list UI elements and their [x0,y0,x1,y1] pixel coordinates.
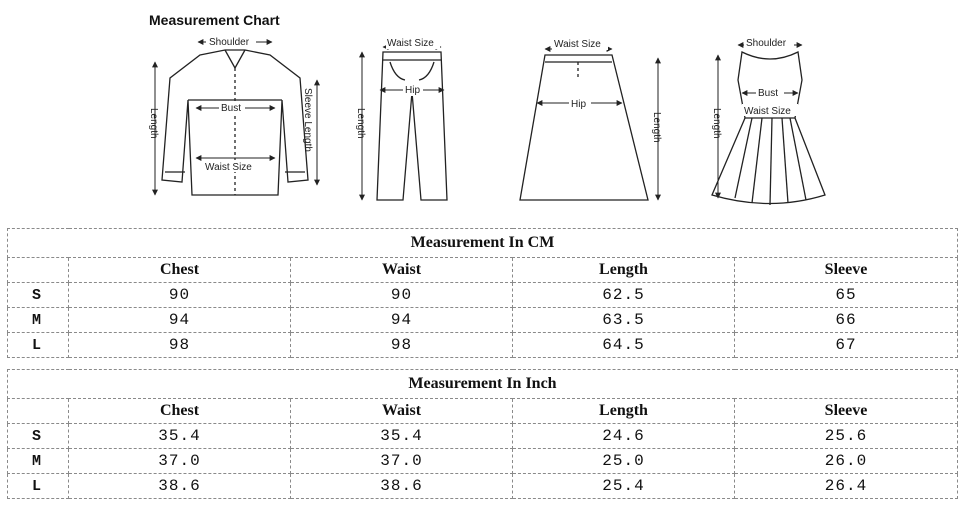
table-row [8,474,958,499]
cm-header-waist: Waist [291,258,513,283]
inch-header-empty [8,399,69,424]
waist-value: 35.4 [291,424,513,449]
pants-diagram [377,52,447,200]
shirt-waist-label: Waist Size [205,162,252,173]
chest-value: 90 [69,283,291,308]
skirt-hip-label: Hip [571,99,587,110]
shirt-bust-label: Bust [221,103,242,114]
length-value: 25.4 [513,474,735,499]
inch-header-row [8,399,958,424]
waist-value: 38.6 [291,474,513,499]
cm-header-sleeve: Sleeve [735,258,958,283]
inch-table-caption: Measurement In Inch [8,370,958,399]
cm-header-chest: Chest [69,258,291,283]
length-value: 24.6 [513,424,735,449]
table-row [8,424,958,449]
cm-measurement-table [7,228,958,358]
dress-bust-label: Bust [758,88,779,99]
cm-header-row [8,258,958,283]
table-row [8,449,958,474]
shirt-diagram [162,50,308,195]
size-label: M [8,449,69,474]
chest-value: 35.4 [69,424,291,449]
size-label: S [8,283,69,308]
dress-diagram [712,52,825,205]
size-label: L [8,474,69,499]
pants-waist-label: Waist Size [387,38,434,49]
length-value: 62.5 [513,283,735,308]
inch-header-sleeve: Sleeve [735,399,958,424]
waist-value: 37.0 [291,449,513,474]
sleeve-value: 67 [735,333,958,358]
pants-length-label: Length [355,108,366,139]
length-value: 63.5 [513,308,735,333]
cm-table-caption: Measurement In CM [8,229,958,258]
size-label: S [8,424,69,449]
inch-measurement-table [7,369,958,499]
table-row [8,333,958,358]
chest-value: 38.6 [69,474,291,499]
skirt-waist-label: Waist Size [554,39,601,50]
cm-header-length: Length [513,258,735,283]
dress-shoulder-label: Shoulder [746,38,787,49]
skirt-diagram [520,55,648,200]
table-row [8,283,958,308]
size-label: L [8,333,69,358]
pants-hip-label: Hip [405,85,421,96]
length-value: 64.5 [513,333,735,358]
inch-header-waist: Waist [291,399,513,424]
shirt-length-label: Length [148,108,159,139]
dress-waist-label: Waist Size [744,106,791,117]
garment-diagrams [0,0,962,220]
sleeve-value: 65 [735,283,958,308]
waist-value: 90 [291,283,513,308]
inch-header-length: Length [513,399,735,424]
shirt-sleeve-length-label: Sleeve Length [302,88,313,152]
length-value: 25.0 [513,449,735,474]
waist-value: 94 [291,308,513,333]
waist-value: 98 [291,333,513,358]
skirt-length-label: Length [651,112,662,143]
sleeve-value: 66 [735,308,958,333]
chest-value: 98 [69,333,291,358]
sleeve-value: 26.0 [735,449,958,474]
table-row [8,308,958,333]
measurement-chart-title: Measurement Chart [149,12,280,28]
sleeve-value: 26.4 [735,474,958,499]
chest-value: 94 [69,308,291,333]
size-label: M [8,308,69,333]
shirt-shoulder-label: Shoulder [209,37,250,48]
sleeve-value: 25.6 [735,424,958,449]
dress-length-label: Length [711,108,722,139]
chest-value: 37.0 [69,449,291,474]
cm-header-empty [8,258,69,283]
inch-header-chest: Chest [69,399,291,424]
